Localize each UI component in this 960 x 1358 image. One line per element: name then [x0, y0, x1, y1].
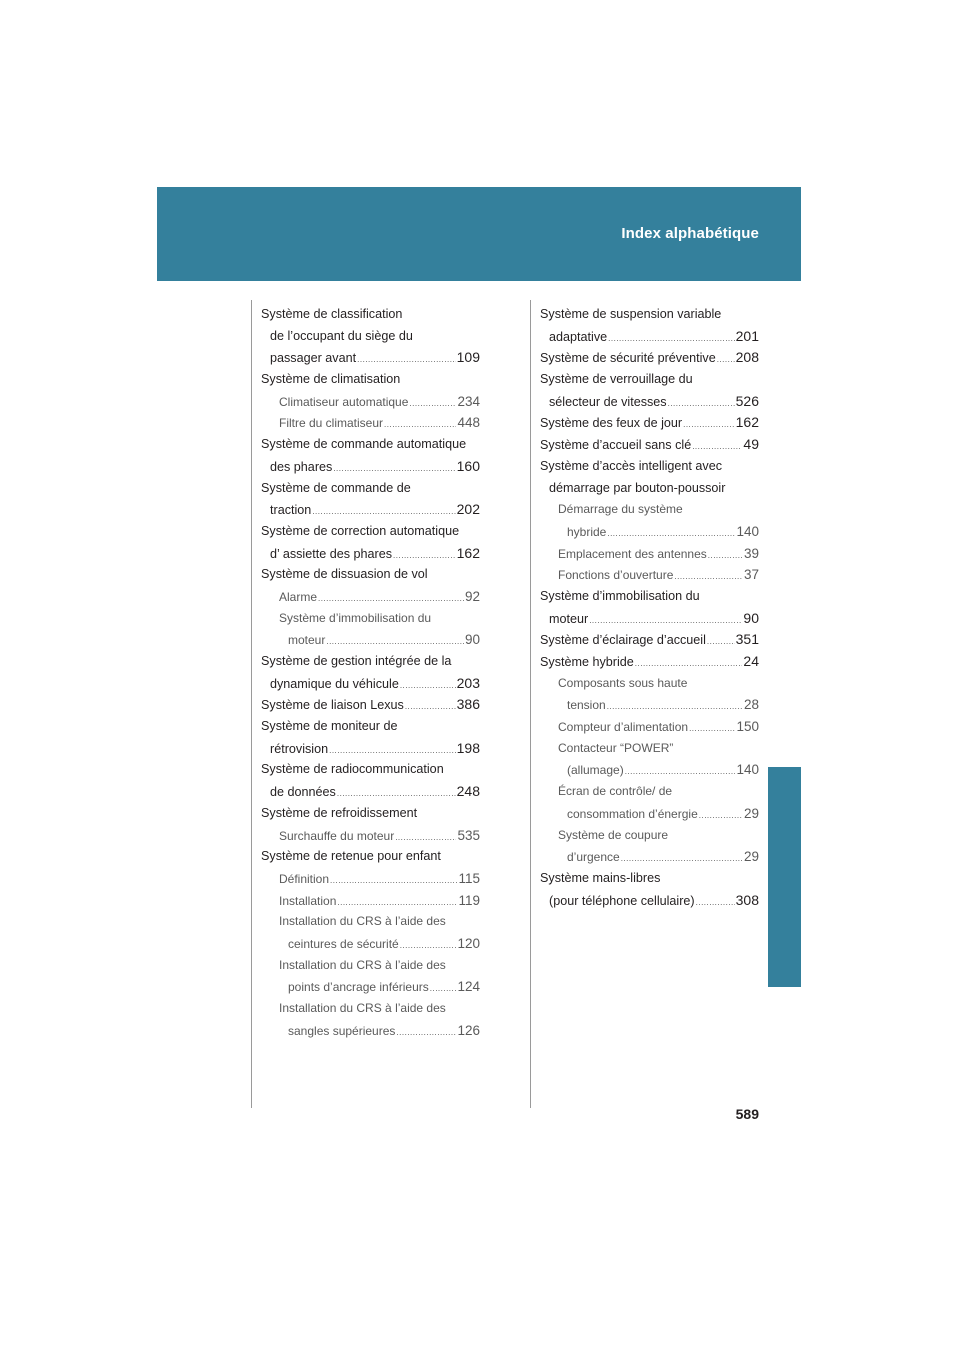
index-entry	[540, 456, 759, 478]
index-entry-label: traction	[270, 503, 312, 518]
dot-leader	[312, 501, 455, 523]
dot-leader	[337, 892, 457, 914]
index-entry	[261, 412, 480, 434]
dot-leader	[393, 545, 456, 567]
dot-leader	[396, 1022, 456, 1044]
header-band	[157, 187, 801, 281]
index-entry-label: Système de classification	[261, 307, 403, 321]
index-entry-label: ceintures de sécurité	[288, 936, 399, 951]
index-entry	[261, 738, 480, 760]
index-entry	[261, 304, 480, 326]
index-entry	[261, 825, 480, 847]
index-entry	[261, 759, 480, 781]
index-entry	[540, 391, 759, 413]
dot-leader	[430, 978, 457, 1000]
index-entry-label: Système d’immobilisation du	[279, 610, 432, 625]
index-entry-label: Système d’éclairage d’accueil	[540, 633, 706, 648]
index-entry	[261, 694, 480, 716]
index-entry-page: 29	[743, 849, 759, 865]
header-title: Index alphabétique	[621, 225, 759, 242]
index-entry	[540, 694, 759, 716]
index-entry-label: des phares	[270, 459, 333, 474]
index-entry	[540, 564, 759, 586]
index-entry-label: sélecteur de vitesses	[549, 394, 667, 409]
index-entry-label: Système de liaison Lexus	[261, 698, 404, 713]
index-entry	[261, 933, 480, 955]
dot-leader	[683, 414, 735, 436]
dot-leader	[635, 653, 743, 675]
index-left-column	[261, 304, 480, 1041]
index-entry-label: Système d’accès intelligent avec	[540, 458, 723, 473]
index-entry-label: Système de gestion intégrée de la	[261, 654, 452, 668]
index-entry	[540, 608, 759, 630]
index-entry-label: Système de coupure	[558, 827, 669, 842]
index-entry-label: Système d’immobilisation du	[540, 588, 700, 603]
index-entry-page: 150	[736, 719, 759, 735]
index-entry-label: moteur	[549, 611, 589, 626]
index-entry	[261, 347, 480, 369]
index-entry	[540, 846, 759, 868]
index-entry-page: 119	[458, 892, 480, 908]
index-entry-label: Composants sous haute	[558, 675, 688, 690]
index-entry-label: Système de suspension variable	[540, 307, 722, 321]
index-entry-page: 90	[743, 609, 759, 626]
index-entry	[261, 456, 480, 478]
index-entry-label: d’urgence	[567, 850, 620, 865]
index-entry-label: Système de commande automatique	[261, 437, 467, 452]
index-entry	[261, 998, 480, 1020]
index-entry-page: 126	[457, 1022, 480, 1038]
index-entry-page: 234	[457, 393, 480, 409]
index-entry-label: dynamique du véhicule	[270, 676, 399, 691]
right-column-rule	[530, 300, 531, 1108]
index-entry	[540, 586, 759, 608]
index-entry	[540, 629, 759, 651]
index-entry	[261, 651, 480, 673]
index-entry-page: 92	[464, 588, 480, 604]
index-entry	[540, 673, 759, 695]
index-entry-label: Système de radiocommunication	[261, 762, 444, 777]
index-entry	[261, 586, 480, 608]
index-entry-label: Définition	[279, 871, 330, 886]
index-entry-label: Installation du CRS à l’aide des	[279, 914, 446, 929]
dot-leader	[329, 740, 456, 762]
index-entry	[261, 564, 480, 586]
dot-leader	[607, 523, 735, 545]
index-entry	[261, 608, 480, 630]
index-entry-label: Système de commande de	[261, 480, 411, 495]
index-entry	[540, 868, 759, 890]
index-entry-label: tension	[567, 698, 606, 713]
index-entry	[261, 543, 480, 565]
index-entry-label: Écran de contrôle/ de	[558, 784, 673, 799]
index-entry-label: Emplacement des antennes	[558, 546, 707, 561]
index-entry-page: 535	[457, 827, 480, 843]
index-entry	[540, 521, 759, 543]
dot-leader	[409, 393, 456, 415]
index-entry-label: Compteur d’alimentation	[558, 720, 689, 735]
index-entry-page: 162	[735, 414, 759, 431]
index-entry-page: 120	[457, 935, 480, 951]
index-right-column	[540, 304, 759, 911]
index-entry	[261, 868, 480, 890]
dot-leader	[357, 349, 456, 371]
index-entry-label: Climatiseur automatique	[279, 394, 409, 409]
dot-leader	[330, 870, 457, 892]
index-entry-page: 49	[743, 436, 759, 453]
dot-leader	[607, 696, 743, 718]
index-entry-label: Système mains-libres	[540, 870, 661, 885]
index-entry-label: hybride	[567, 524, 607, 539]
dot-leader	[668, 393, 735, 415]
dot-leader	[318, 588, 464, 610]
index-entry	[261, 803, 480, 825]
index-entry	[261, 716, 480, 738]
index-entry	[540, 781, 759, 803]
index-entry	[261, 673, 480, 695]
index-entry-label: Système de moniteur de	[261, 719, 398, 734]
index-entry-page: 124	[457, 979, 480, 995]
index-entry	[261, 499, 480, 521]
dot-leader	[708, 545, 743, 567]
dot-leader	[621, 848, 743, 870]
dot-leader	[674, 566, 743, 588]
index-entry-label: Système de refroidissement	[261, 805, 418, 820]
index-entry-page: 203	[456, 674, 480, 691]
index-entry	[261, 911, 480, 933]
index-entry-label: Installation du CRS à l’aide des	[279, 957, 446, 972]
dot-leader	[395, 827, 456, 849]
index-entry-page: 202	[456, 501, 480, 518]
index-entry	[261, 629, 480, 651]
index-entry-label: Démarrage du système	[558, 502, 683, 517]
index-entry-page: 29	[743, 805, 759, 821]
index-entry-label: Installation	[279, 893, 337, 908]
index-entry-page: 109	[456, 349, 480, 366]
index-entry	[261, 391, 480, 413]
index-entry-page: 448	[457, 415, 480, 431]
index-entry-label: adaptative	[549, 329, 608, 344]
index-entry-label: Système des feux de jour	[540, 416, 683, 431]
index-entry-label: Fonctions d’ouverture	[558, 568, 674, 583]
index-entry-label: d’ assiette des phares	[270, 546, 393, 561]
index-entry	[540, 304, 759, 326]
index-entry-label: Alarme	[279, 589, 318, 604]
index-entry-page: 140	[736, 762, 759, 778]
index-entry	[261, 976, 480, 998]
index-entry-label: Contacteur “POWER”	[558, 740, 674, 755]
dot-leader	[589, 610, 742, 632]
index-entry	[540, 434, 759, 456]
index-entry	[540, 825, 759, 847]
index-entry-page: 39	[743, 545, 759, 561]
index-entry-page: 201	[735, 327, 759, 344]
index-entry	[261, 434, 480, 456]
dot-leader	[699, 805, 743, 827]
index-entry	[261, 846, 480, 868]
index-entry-page: 162	[456, 544, 480, 561]
dot-leader	[405, 696, 456, 718]
index-entry-label: consommation d’énergie	[567, 806, 698, 821]
index-entry-page: 90	[464, 632, 480, 648]
index-entry	[540, 543, 759, 565]
dot-leader	[689, 718, 735, 740]
index-entry-label: moteur	[288, 633, 326, 648]
index-entry	[540, 412, 759, 434]
index-entry	[540, 499, 759, 521]
index-entry-page: 37	[743, 567, 759, 583]
dot-leader	[333, 458, 455, 480]
index-entry-label: (allumage)	[567, 763, 624, 778]
index-entry	[261, 955, 480, 977]
index-entry-label: passager avant	[270, 351, 357, 366]
index-entry-label: Système hybride	[540, 655, 634, 669]
index-entry	[261, 521, 480, 543]
page-number: 589	[735, 1106, 759, 1122]
index-entry-page: 351	[735, 631, 759, 648]
index-entry-label: Système de sécurité préventive	[540, 351, 716, 366]
index-entry-label: rétrovision	[270, 741, 329, 756]
index-entry-label: de données	[270, 785, 336, 800]
dot-leader	[696, 892, 735, 914]
dot-leader	[337, 783, 456, 805]
dot-leader	[400, 675, 456, 697]
section-side-tab	[768, 767, 801, 987]
index-entry-label: Système de retenue pour enfant	[261, 849, 441, 864]
index-entry-label: Système de verrouillage du	[540, 372, 693, 387]
index-entry	[540, 803, 759, 825]
index-entry-label: points d’ancrage inférieurs	[288, 980, 429, 995]
index-entry-page: 386	[456, 696, 480, 713]
index-entry-label: sangles supérieures	[288, 1023, 396, 1038]
index-entry	[540, 716, 759, 738]
dot-leader	[384, 414, 456, 436]
index-entry-page: 208	[735, 349, 759, 366]
index-entry-page: 248	[456, 783, 480, 800]
index-entry	[261, 369, 480, 391]
index-entry	[540, 890, 759, 912]
index-entry-page: 160	[456, 457, 480, 474]
index-entry-label: Système de dissuasion de vol	[261, 567, 428, 582]
dot-leader	[326, 631, 464, 653]
index-entry	[261, 1020, 480, 1042]
dot-leader	[608, 328, 735, 350]
index-entry-label: Système de climatisation	[261, 372, 401, 387]
index-entry-label: Système de correction automatique	[261, 523, 460, 538]
dot-leader	[692, 436, 742, 458]
index-entry-label: Installation du CRS à l’aide des	[279, 1001, 446, 1015]
index-entry	[540, 326, 759, 348]
index-entry-page: 115	[458, 870, 480, 886]
left-column-rule	[251, 300, 252, 1108]
index-entry-page: 198	[456, 739, 480, 756]
index-entry	[540, 347, 759, 369]
index-entry-page: 24	[743, 653, 759, 669]
index-entry-label: Filtre du climatiseur	[279, 416, 384, 431]
index-entry-page: 308	[735, 891, 759, 908]
index-entry-label: (pour téléphone cellulaire)	[549, 893, 695, 908]
index-entry	[540, 759, 759, 781]
index-entry-page: 28	[743, 697, 759, 713]
dot-leader	[717, 349, 735, 371]
index-entry	[540, 651, 759, 673]
index-entry	[540, 369, 759, 391]
index-entry-page: 140	[736, 523, 759, 539]
index-entry-label: Système d’accueil sans clé	[540, 438, 692, 453]
index-entry	[540, 738, 759, 760]
index-entry-label: Surchauffe du moteur	[279, 828, 395, 843]
index-entry	[261, 781, 480, 803]
dot-leader	[400, 935, 457, 957]
index-entry	[261, 478, 480, 500]
index-entry-page: 526	[735, 392, 759, 409]
index-entry	[261, 326, 480, 348]
index-entry	[540, 478, 759, 500]
index-entry-label: démarrage par bouton-poussoir	[549, 480, 726, 495]
index-entry	[261, 890, 480, 912]
dot-leader	[625, 761, 736, 783]
index-entry-label: de l’occupant du siège du	[270, 328, 413, 343]
dot-leader	[707, 631, 735, 653]
